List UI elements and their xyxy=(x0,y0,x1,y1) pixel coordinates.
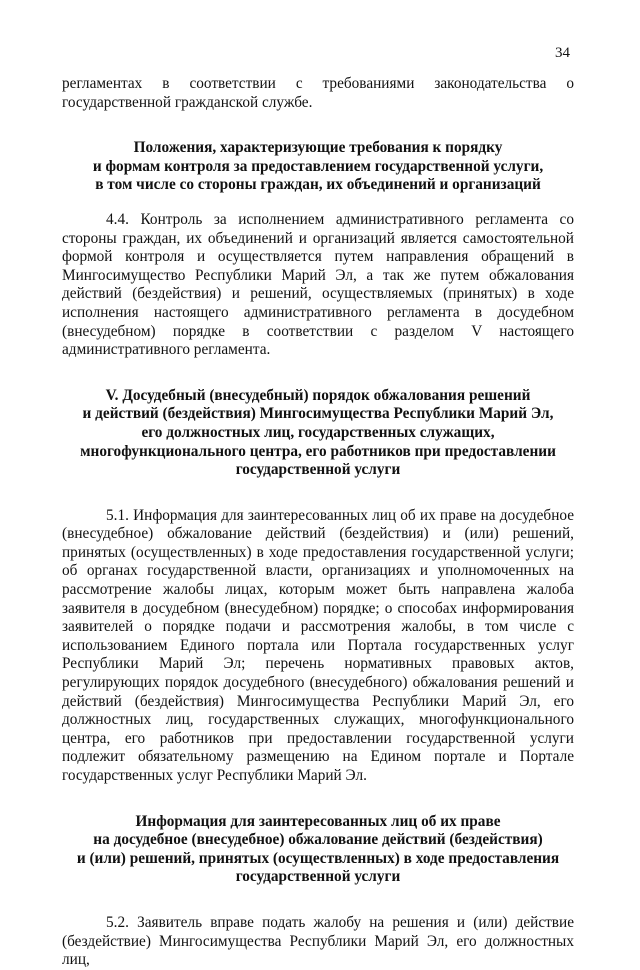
heading-line: и формам контроля за предоставлением государственной услуги, xyxy=(92,157,544,175)
document-body xyxy=(62,75,574,970)
heading-line: и (или) решений, принятых (осуществленных) в ходе предоставления xyxy=(76,849,560,867)
heading-section-v xyxy=(62,387,574,480)
heading-appeal-information xyxy=(62,813,574,887)
heading-line: многофункционального центра, его работников при предоставлении xyxy=(80,442,556,460)
heading-line: государственной услуги xyxy=(235,461,401,479)
heading-line: V. Досудебный (внесудебный) порядок обжалования решений xyxy=(105,386,531,404)
heading-line: в том числе со стороны граждан, их объединений и организаций xyxy=(95,176,541,194)
heading-line: государственной услуги xyxy=(235,868,401,886)
paragraph-4-4: 4.4. Контроль за исполнением административного регламента со стороны граждан, их объединений и организаций является самостоятельной формой контроля и осуществляется путем направления обращений в Мингосимущество Республики Марий Эл, а так же путем обжалования действий (бездействия) и решений, осуществляемых (принятых) в ходе исполнения настоящего административного регламента в досудебном (внесудебном) порядке в соответствии с разделом V настоящего административного регламента. xyxy=(62,210,574,359)
paragraph-intro: регламентах в соответствии с требованиями законодательства о государственной гражданской службе. xyxy=(62,75,574,111)
heading-line: на досудебное (внесудебное) обжалование действий (бездействия) xyxy=(93,831,543,849)
page-number: 34 xyxy=(555,45,570,61)
heading-line: Положения, характеризующие требования к порядку xyxy=(133,139,503,157)
heading-line: Информация для заинтересованных лиц об их праве xyxy=(135,812,501,830)
heading-control-requirements xyxy=(62,139,574,195)
heading-line: его должностных лиц, государственных служащих, xyxy=(141,423,495,441)
heading-line: и действий (бездействия) Мингосимущества Республики Марий Эл, xyxy=(82,405,554,423)
paragraph-5-2: 5.2. Заявитель вправе подать жалобу на решения и (или) действие (бездействие) Мингосимущества Республики Марий Эл, его должностных лиц, xyxy=(62,913,574,969)
paragraph-5-1: 5.1. Информация для заинтересованных лиц об их праве на досудебное (внесудебное) обжалование действий (бездействия) и (или) решений, принятых (осуществленных) в ходе предоставления государственной услуги; об органах государственной власти, организациях и уполномоченных на рассмотрение жалобы лицах, которым может быть направлена жалоба заявителя в досудебном (внесудебном) порядке; о способах информирования заявителей о порядке подачи и рассмотрения жалобы, в том числе с использованием Единого портала или Портала государственных услуг Республики Марий Эл; перечень нормативных правовых актов, регулирующих порядок досудебного (внесудебного) обжалования решений и действий (бездействия) Мингосимущества Республики Марий Эл, его должностных лиц, государственных служащих, многофункционального центра, его работников при предоставлении государственной услуги подлежит обязательному размещению на Едином портале и Портале государственных услуг Республики Марий Эл. xyxy=(62,506,574,784)
